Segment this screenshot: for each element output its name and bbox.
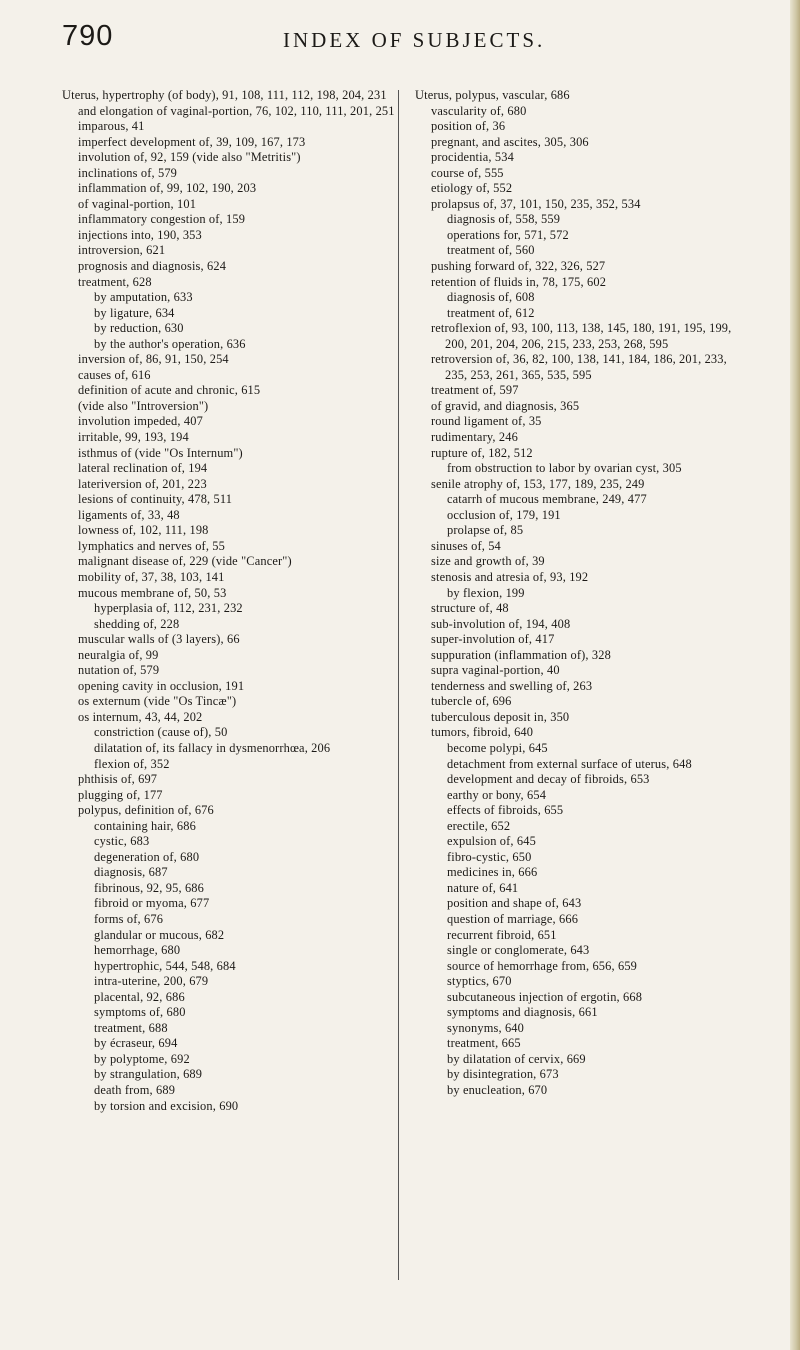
index-entry: retention of fluids in, 78, 175, 602 <box>431 274 607 289</box>
index-entry: nature of, 641 <box>447 880 519 895</box>
index-entry: hemorrhage, 680 <box>94 943 181 958</box>
index-entry: placental, 92, 686 <box>94 989 185 1004</box>
index-entry: neuralgia of, 99 <box>78 647 159 662</box>
index-entry: malignant disease of, 229 (vide "Cancer") <box>78 554 292 569</box>
index-entry: Uterus, hypertrophy (of body), 91, 108, 111, 112, 198, 204, 231 <box>62 88 387 102</box>
index-entry: tenderness and swelling of, 263 <box>431 678 593 693</box>
index-entry: containing hair, 686 <box>94 818 196 833</box>
index-entry: styptics, 670 <box>447 974 512 989</box>
index-entry: treatment, 628 <box>78 274 152 289</box>
index-entry: subcutaneous injection of ergotin, 668 <box>447 989 643 1004</box>
index-entry: forms of, 676 <box>94 911 164 926</box>
index-entry: diagnosis of, 558, 559 <box>447 212 561 227</box>
index-entry: treatment of, 597 <box>431 383 519 398</box>
index-entry: operations for, 571, 572 <box>447 227 569 242</box>
index-entry: phthisis of, 697 <box>78 772 158 787</box>
index-entry: introversion, 621 <box>78 243 166 258</box>
index-entry: suppuration (inflammation of), 328 <box>431 647 611 662</box>
index-entry: rudimentary, 246 <box>431 430 518 445</box>
index-entry: course of, 555 <box>431 165 504 180</box>
index-entry: medicines in, 666 <box>447 865 538 880</box>
index-entry: inflammation of, 99, 102, 190, 203 <box>78 181 257 196</box>
index-entry: pregnant, and ascites, 305, 306 <box>431 134 589 149</box>
index-entry: retroversion of, 36, 82, 100, 138, 141, 184, 186, 201, 233, 235, 253, 261, 365, 535, 595 <box>431 352 727 382</box>
index-entry: prolapsus of, 37, 101, 150, 235, 352, 534 <box>431 196 641 211</box>
index-entry: lymphatics and nerves of, 55 <box>78 538 226 553</box>
index-entry: degeneration of, 680 <box>94 849 200 864</box>
index-entry: vascularity of, 680 <box>431 103 527 118</box>
index-entry: os internum, 43, 44, 202 <box>78 709 203 724</box>
index-entry: by torsion and excision, 690 <box>94 1098 239 1113</box>
index-entry: occlusion of, 179, 191 <box>447 507 561 522</box>
index-entry: inflammatory congestion of, 159 <box>78 212 246 227</box>
index-entry: plugging of, 177 <box>78 787 163 802</box>
index-entry: by dilatation of cervix, 669 <box>447 1051 586 1066</box>
index-entry: lateriversion of, 201, 223 <box>78 476 207 491</box>
index-entry: os externum (vide "Os Tincæ") <box>78 694 237 709</box>
index-entry: imparous, 41 <box>78 119 145 134</box>
index-entry: inclinations of, 579 <box>78 165 178 180</box>
index-entry: of gravid, and diagnosis, 365 <box>431 398 580 413</box>
index-entry: flexion of, 352 <box>94 756 170 771</box>
index-entry: intra-uterine, 200, 679 <box>94 974 209 989</box>
index-column-left <box>62 88 397 1114</box>
index-entry: by amputation, 633 <box>94 290 193 305</box>
index-entry: etiology of, 552 <box>431 181 513 196</box>
index-entry: retroflexion of, 93, 100, 113, 138, 145, 180, 191, 195, 199, 200, 201, 204, 206, 215, 233, 253, 268, 595 <box>431 321 732 351</box>
index-entry: (vide also "Introversion") <box>78 398 209 413</box>
index-entry: by ligature, 634 <box>94 305 175 320</box>
index-entry: fibroid or myoma, 677 <box>94 896 210 911</box>
index-entry: involution of, 92, 159 (vide also "Metritis") <box>78 150 301 165</box>
index-entry: position and shape of, 643 <box>447 896 582 911</box>
index-entry: effects of fibroids, 655 <box>447 803 564 818</box>
index-entry: lateral reclination of, 194 <box>78 461 208 476</box>
index-entry: rupture of, 182, 512 <box>431 445 533 460</box>
index-column-right <box>415 88 750 1099</box>
index-entry: treatment of, 612 <box>447 305 535 320</box>
index-entry: treatment, 688 <box>94 1020 168 1035</box>
index-entry: constriction (cause of), 50 <box>94 725 228 740</box>
index-entry: imperfect development of, 39, 109, 167, 173 <box>78 134 306 149</box>
index-entry: ligaments of, 33, 48 <box>78 507 180 522</box>
index-entry: by écraseur, 694 <box>94 1036 178 1051</box>
index-entry: polypus, definition of, 676 <box>78 803 214 818</box>
index-entry: source of hemorrhage from, 656, 659 <box>447 958 638 973</box>
page-number: 790 <box>62 20 114 52</box>
index-entry: definition of acute and chronic, 615 <box>78 383 261 398</box>
index-entry: become polypi, 645 <box>447 740 548 755</box>
index-entry: shedding of, 228 <box>94 616 180 631</box>
index-entry: detachment from external surface of uterus, 648 <box>447 756 692 771</box>
index-entry: by flexion, 199 <box>447 585 525 600</box>
index-entry: lesions of continuity, 478, 511 <box>78 492 233 507</box>
index-entry: tubercle of, 696 <box>431 694 512 709</box>
index-entry: prognosis and diagnosis, 624 <box>78 259 227 274</box>
index-entry: structure of, 48 <box>431 601 509 616</box>
index-entry: procidentia, 534 <box>431 150 514 165</box>
index-entry: hypertrophic, 544, 548, 684 <box>94 958 236 973</box>
index-entry: cystic, 683 <box>94 834 150 849</box>
index-entry: symptoms and diagnosis, 661 <box>447 1005 598 1020</box>
index-entry: senile atrophy of, 153, 177, 189, 235, 249 <box>431 476 645 491</box>
page-edge-shadow <box>790 0 800 1350</box>
index-entry: round ligament of, 35 <box>431 414 542 429</box>
index-entry: muscular walls of (3 layers), 66 <box>78 632 240 647</box>
index-entry: from obstruction to labor by ovarian cyst, 305 <box>447 461 682 476</box>
index-entry: mobility of, 37, 38, 103, 141 <box>78 569 225 584</box>
index-entry: prolapse of, 85 <box>447 523 524 538</box>
index-entry: by polyptome, 692 <box>94 1051 190 1066</box>
index-entry: opening cavity in occlusion, 191 <box>78 678 245 693</box>
index-entry: tumors, fibroid, 640 <box>431 725 534 740</box>
running-head-title: INDEX OF SUBJECTS. <box>283 28 546 52</box>
index-entry: involution impeded, 407 <box>78 414 203 429</box>
index-entry: symptoms of, 680 <box>94 1005 186 1020</box>
index-entry: causes of, 616 <box>78 367 151 382</box>
index-entry: dilatation of, its fallacy in dysmenorrhœa, 206 <box>94 740 331 755</box>
index-entry: erectile, 652 <box>447 818 511 833</box>
index-entry: treatment, 665 <box>447 1036 521 1051</box>
index-entry: death from, 689 <box>94 1083 176 1097</box>
index-entry: catarrh of mucous membrane, 249, 477 <box>447 492 647 507</box>
index-entry: expulsion of, 645 <box>447 834 536 849</box>
index-entry: lowness of, 102, 111, 198 <box>78 523 209 538</box>
index-entry: glandular or mucous, 682 <box>94 927 225 942</box>
index-entry: sinuses of, 54 <box>431 538 501 553</box>
index-entry: diagnosis of, 608 <box>447 290 535 305</box>
index-entry: earthy or bony, 654 <box>447 787 547 802</box>
index-entry: diagnosis, 687 <box>94 865 168 880</box>
index-entry: isthmus of (vide "Os Internum") <box>78 445 243 460</box>
index-entry: position of, 36 <box>431 119 506 134</box>
index-entry: hyperplasia of, 112, 231, 232 <box>94 601 243 616</box>
index-entry: injections into, 190, 353 <box>78 227 202 242</box>
index-entry: fibro-cystic, 650 <box>447 849 532 864</box>
index-entry: single or conglomerate, 643 <box>447 943 590 958</box>
index-entry: size and growth of, 39 <box>431 554 545 569</box>
index-entry: pushing forward of, 322, 326, 527 <box>431 259 606 274</box>
index-entry: irritable, 99, 193, 194 <box>78 430 189 445</box>
index-entry: recurrent fibroid, 651 <box>447 927 557 942</box>
index-entry: question of marriage, 666 <box>447 911 579 926</box>
index-entry: treatment of, 560 <box>447 243 535 258</box>
index-entry: supra vaginal-portion, 40 <box>431 663 560 678</box>
index-entry: of vaginal-portion, 101 <box>78 196 197 211</box>
index-entry: super-involution of, 417 <box>431 632 555 647</box>
index-entry: by reduction, 630 <box>94 321 184 336</box>
index-entry: mucous membrane of, 50, 53 <box>78 585 227 600</box>
index-entry: by enucleation, 670 <box>447 1083 548 1097</box>
index-entry: development and decay of fibroids, 653 <box>447 772 650 787</box>
column-divider <box>398 90 399 1280</box>
index-entry: synonyms, 640 <box>447 1020 524 1035</box>
index-entry: fibrinous, 92, 95, 686 <box>94 880 204 895</box>
index-entry: stenosis and atresia of, 93, 192 <box>431 569 589 584</box>
index-entry: Uterus, polypus, vascular, 686 <box>415 88 570 102</box>
index-entry: inversion of, 86, 91, 150, 254 <box>78 352 229 367</box>
index-entry: by disintegration, 673 <box>447 1067 559 1082</box>
index-entry: and elongation of vaginal-portion, 76, 102, 110, 111, 201, 251 <box>78 103 395 118</box>
index-entry: tuberculous deposit in, 350 <box>431 709 570 724</box>
index-entry: nutation of, 579 <box>78 663 160 678</box>
index-entry: by strangulation, 689 <box>94 1067 203 1082</box>
index-entry: by the author's operation, 636 <box>94 336 246 351</box>
index-entry: sub-involution of, 194, 408 <box>431 616 571 631</box>
page-header <box>0 20 800 70</box>
